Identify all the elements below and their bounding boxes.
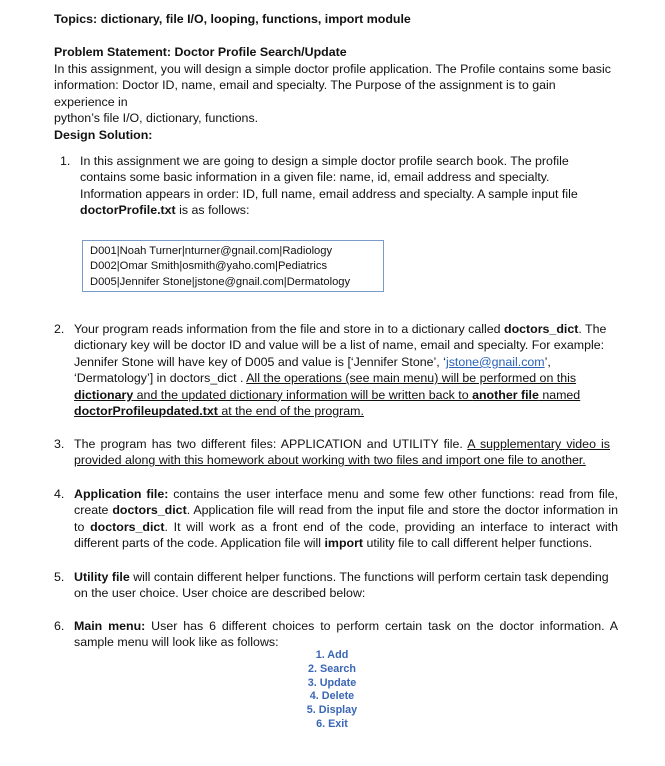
item-number: 3. bbox=[54, 437, 65, 451]
menu-item-search: 2. Search bbox=[307, 662, 357, 675]
menu-item-display: 5. Display bbox=[306, 704, 358, 717]
sample-line: D005|Jennifer Stone|jstone@gnail.com|Dermatology bbox=[90, 275, 351, 288]
problem-heading: Problem Statement: Doctor Profile Search/Update bbox=[54, 45, 347, 59]
menu-item-delete: 4. Delete bbox=[309, 690, 355, 703]
item-number: 5. bbox=[54, 570, 65, 584]
menu-item-exit: 6. Exit bbox=[316, 717, 348, 730]
item-number: 6. bbox=[54, 619, 65, 633]
menu-item-add: 1. Add bbox=[315, 649, 349, 661]
problem-text: In this assignment, you will design a simple doctor profile application. The Profile contains some basic information: Doctor ID, name, email and specialty. The Purpose of the assignment is to gain experience in python’s file I/O, dictionary, functions. bbox=[54, 62, 611, 126]
item-6-text: Main menu: User has 6 different choices to perform certain task on the doctor information. A sample menu will look like as follows: bbox=[74, 619, 619, 650]
item-4-text: Application file: contains the user interface menu and some few other functions: read from file, create doctors_dict. Application file will read from the input file and store the doctor information in to doctors_dict. It will work as a front end of the code, providing an interface to interact with different parts of the code. Application file will import utility file to call different helper functions. bbox=[74, 487, 618, 551]
sample-input-box bbox=[82, 240, 384, 292]
item-number: 4. bbox=[54, 487, 65, 501]
sample-menu bbox=[280, 649, 384, 732]
design-heading: Design Solution: bbox=[54, 128, 153, 142]
item-5-text: Utility file will contain different helper functions. The functions will perform certain task depending on the user choice. User choice are described below: bbox=[74, 570, 609, 601]
item-3-text: The program has two different files: APPLICATION and UTILITY file. A supplementary video is provided along with this homework about working with two files and import one file to another. bbox=[74, 437, 611, 468]
item-number: 1. bbox=[60, 154, 71, 168]
item-2-text: Your program reads information from the file and store in to a dictionary called doctors_dict. The dictionary key will be doctor ID and value will be a list of name, email and specialty. For example: Jennifer Stone will have key of D005 and value is [‘Jennifer Stone’, ‘jstone@gnail.com’, ‘Dermatology’] in doctors_dict . All the operations (see main menu) will be performed on this dictionary and the updated dictionary information will be written back to another file named doctorProfileupdated.txt at the end of the program. bbox=[74, 322, 607, 419]
sample-line: D002|Omar Smith|osmith@yaho.com|Pediatrics bbox=[90, 260, 328, 273]
email-link[interactable]: jstone@gnail.com bbox=[445, 354, 545, 369]
item-1-text: In this assignment we are going to design a simple doctor profile search book. The profile contains some basic information in a given file: name, id, email address and specialty. Information appears in order: ID, full name, email address and specialty. A sample input file doctorProfile.txt is as follows: bbox=[80, 154, 578, 218]
item-number: 2. bbox=[54, 322, 65, 336]
menu-item-update: 3. Update bbox=[307, 676, 357, 689]
topics-heading: Topics: dictionary, file I/O, looping, functions, import module bbox=[54, 12, 411, 26]
sample-line: D001|Noah Turner|nturner@gnail.com|Radiology bbox=[90, 245, 333, 257]
